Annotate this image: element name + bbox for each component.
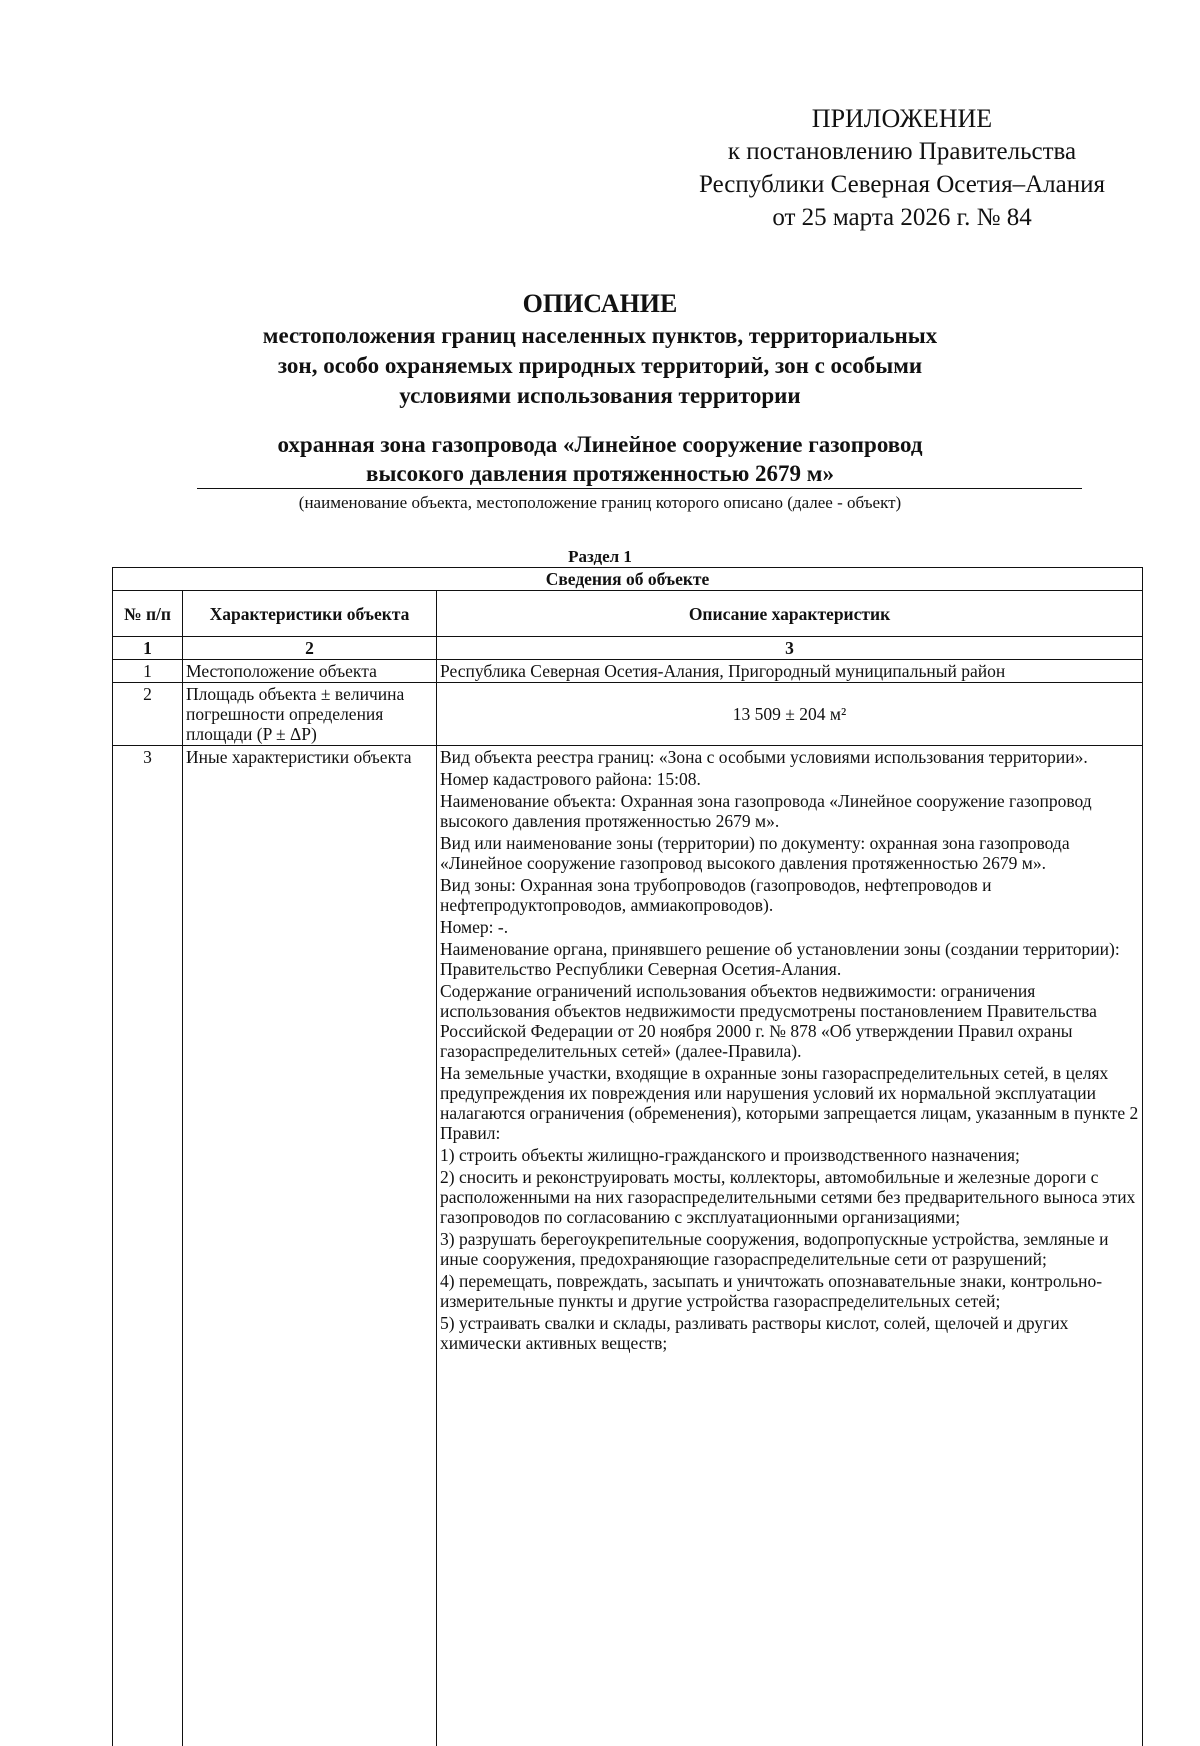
col-index-2: 2 — [183, 637, 437, 660]
row-characteristic: Площадь объекта ± величина погрешности определения площади (P ± ΔP) — [183, 683, 437, 746]
object-name-line-1: охранная зона газопровода «Линейное сооружение газопровод — [277, 432, 923, 457]
appendix-line-1: к постановлению Правительства — [727, 138, 1077, 165]
section-label: Раздел 1 — [568, 547, 632, 566]
table-index-row — [113, 637, 1143, 660]
description-paragraph: 4) перемещать, повреждать, засыпать и уничтожать опознавательные знаки, контрольно-измерительные пункты и другие устройства газораспределительных сетей; — [440, 1271, 1103, 1311]
description-paragraph: Содержание ограничений использования объектов недвижимости: ограничения использования объектов недвижимости предусмотрены постановлением Правительства Российской Федерации от 20 ноября 2000 г. № 878 «Об утверждении Правил охраны газораспределительных сетей» (далее-Правила). — [440, 981, 1097, 1061]
document-title: ОПИСАНИЕ — [522, 289, 678, 318]
row-number: 2 — [113, 683, 183, 746]
description-paragraph: 3) разрушать берегоукрепительные сооружения, водопропускные устройства, земляные и иные сооружения, предохраняющие газораспределительные сети от разрушений; — [440, 1229, 1109, 1269]
document-title-block — [110, 287, 1090, 411]
description-paragraph: 5) устраивать свалки и склады, разливать растворы кислот, солей, щелочей и других химически активных веществ; — [440, 1313, 1069, 1353]
description-paragraph: 1) строить объекты жилищно-гражданского и производственного назначения; — [440, 1145, 1020, 1165]
row-description: Республика Северная Осетия-Алания, Пригородный муниципальный район — [437, 660, 1143, 683]
description-paragraph: На земельные участки, входящие в охранные зоны газораспределительных сетей, в целях предупреждения их повреждения или нарушения условий их нормальной эксплуатации налагаются ограничения (обременения), которыми запрещается лицам, указанным в пункте 2 Правил: — [440, 1063, 1139, 1143]
row-number: 1 — [113, 660, 183, 683]
col-index-3: 3 — [437, 637, 1143, 660]
row-description — [437, 746, 1143, 1746]
row-description: 13 509 ± 204 м² — [437, 683, 1143, 746]
description-paragraph: Номер: -. — [440, 917, 509, 937]
table-row — [113, 683, 1143, 746]
row-characteristic: Иные характеристики объекта — [183, 746, 437, 1746]
document-subtitle-2: зон, особо охраняемых природных территорий, зон с особыми — [277, 353, 923, 378]
object-name-line-2: высокого давления протяженностью 2679 м» — [366, 461, 834, 486]
object-name — [110, 430, 1090, 488]
document-subtitle-3: условиями использования территории — [399, 383, 801, 408]
description-paragraph: Вид объекта реестра границ: «Зона с особыми условиями использования территории». — [440, 747, 1088, 767]
description-paragraph: Наименование органа, принявшего решение об установлении зоны (создании территории): Правительство Республики Северная Осетия-Алания. — [440, 939, 1120, 979]
appendix-header — [692, 102, 1112, 234]
object-info-table — [112, 567, 1143, 1746]
table-title: Сведения об объекте — [113, 568, 1143, 591]
table-title-row — [113, 568, 1143, 591]
description-paragraph: Вид или наименование зоны (территории) по документу: охранная зона газопровода «Линейное сооружение газопровод высокого давления протяженностью 2679 м». — [440, 833, 1070, 873]
row-number: 3 — [113, 746, 183, 1746]
row-characteristic: Местоположение объекта — [183, 660, 437, 683]
col-header-characteristic: Характеристики объекта — [183, 591, 437, 637]
appendix-line-3: от 25 марта 2026 г. № 84 — [772, 204, 1032, 231]
col-header-number: № п/п — [113, 591, 183, 637]
table-row — [113, 746, 1143, 1746]
table-header-row — [113, 591, 1143, 637]
document-subtitle-1: местоположения границ населенных пунктов, территориальных — [262, 323, 938, 348]
col-header-description: Описание характеристик — [437, 591, 1143, 637]
object-underline — [197, 488, 1082, 489]
description-paragraph: 2) сносить и реконструировать мосты, коллекторы, автомобильные и железные дороги с расположенными на них газораспределительными сетями без предварительного выноса этих газопроводов по согласованию с эксплуатационными организациями; — [440, 1167, 1136, 1227]
appendix-title: ПРИЛОЖЕНИЕ — [811, 104, 993, 133]
col-index-1: 1 — [113, 637, 183, 660]
description-paragraph: Наименование объекта: Охранная зона газопровода «Линейное сооружение газопровод высокого давления протяженностью 2679 м». — [440, 791, 1092, 831]
table-row — [113, 660, 1143, 683]
appendix-line-2: Республики Северная Осетия–Алания — [699, 171, 1105, 198]
description-paragraph: Вид зоны: Охранная зона трубопроводов (газопроводов, нефтепроводов и нефтепродуктопроводов, аммиакопроводов). — [440, 875, 992, 915]
object-note: (наименование объекта, местоположение границ которого описано (далее - объект) — [298, 493, 902, 512]
description-paragraph: Номер кадастрового района: 15:08. — [440, 769, 701, 789]
